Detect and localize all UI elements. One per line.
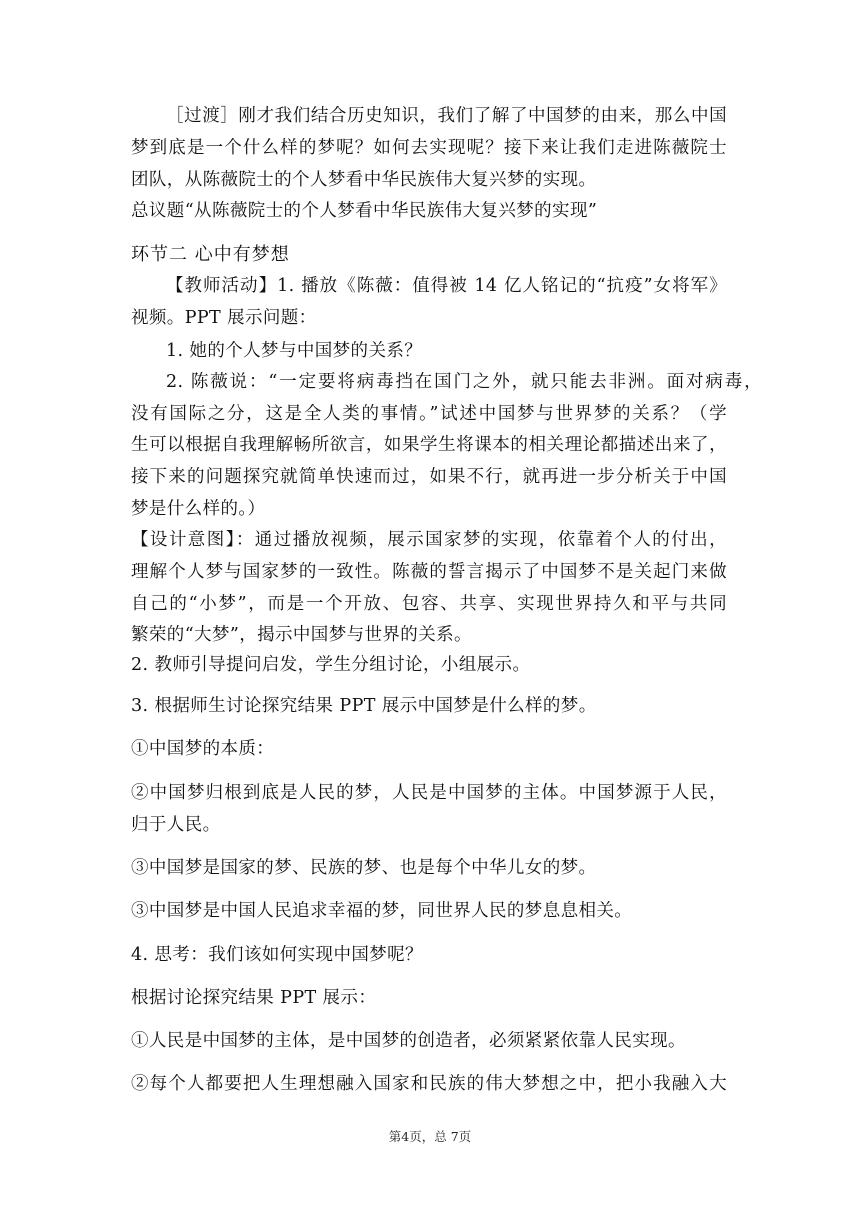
topic-line: 总议题“从陈薇院士的个人梦看中华民族伟大复兴梦的实现” xyxy=(131,201,598,221)
section-heading: 环节二 心中有梦想 xyxy=(131,244,290,265)
question-1: 1. 她的个人梦与中国梦的关系？ xyxy=(166,341,423,361)
teacher-activity-line-1: 【教师活动】1. 播放《陈薇：值得被 14 亿人铭记的“抗疫”女将军》 xyxy=(166,276,727,296)
design-intent-line-4: 繁荣的“大梦”，揭示中国梦与世界的关系。 xyxy=(131,625,472,645)
result-intro: 根据讨论探究结果 PPT 展示： xyxy=(131,988,377,1008)
question-2-line-2: 没有国际之分，这是全人类的事情。”试述中国梦与世界梦的关系？（学 xyxy=(131,404,727,424)
transition-line-2: 梦到底是一个什么样的梦呢？如何去实现呢？接下来让我们走进陈薇院士 xyxy=(131,138,727,158)
question-2-line-5: 梦是什么样的。） xyxy=(131,499,266,519)
page-footer: 第4页，总 7页 xyxy=(388,1129,472,1144)
design-intent-line-3: 自己的“小梦”，而是一个开放、包容、共享、实现世界持久和平与共同 xyxy=(131,594,727,614)
question-2-line-3: 生可以根据自我理解畅所欲言，如果学生将课本的相关理论都描述出来了， xyxy=(131,435,727,455)
step-2: 2. 教师引导提问启发，学生分组讨论，小组展示。 xyxy=(131,655,531,675)
design-intent-line-1: 【设计意图】：通过播放视频，展示国家梦的实现，依靠着个人的付出， xyxy=(131,530,727,550)
transition-line-3: 团队，从陈薇院士的个人梦看中华民族伟大复兴梦的实现。 xyxy=(131,170,597,190)
transition-line-1: ［过渡］刚才我们结合历史知识，我们了解了中国梦的由来，那么中国 xyxy=(166,106,727,126)
item-a: ①中国梦的本质： xyxy=(131,739,275,759)
answer-1: ①人民是中国梦的主体，是中国梦的创造者，必须紧紧依靠人民实现。 xyxy=(131,1031,686,1051)
question-2-line-4: 接下来的问题探究就简单快速而过，如果不行，就再进一步分析关于中国 xyxy=(131,467,727,487)
design-intent-line-2: 理解个人梦与国家梦的一致性。陈薇的誓言揭示了中国梦不是关起门来做 xyxy=(131,562,727,582)
teacher-activity-line-2: 视频。PPT 展示问题： xyxy=(131,308,317,328)
item-d: ③中国梦是中国人民追求幸福的梦，同世界人民的梦息息相关。 xyxy=(131,901,633,921)
answer-2: ②每个人都要把人生理想融入国家和民族的伟大梦想之中，把小我融入大 xyxy=(131,1074,727,1094)
step-3: 3. 根据师生讨论探究结果 PPT 展示中国梦是什么样的梦。 xyxy=(131,696,597,716)
question-2-line-1: 2. 陈薇说：“一定要将病毒挡在国门之外，就只能去非洲。面对病毒， xyxy=(166,372,762,392)
step-4: 4. 思考：我们该如何实现中国梦呢？ xyxy=(131,945,423,965)
item-b-line-2: 归于人民。 xyxy=(131,815,221,835)
item-b-line-1: ②中国梦归根到底是人民的梦，人民是中国梦的主体。中国梦源于人民， xyxy=(131,783,727,803)
item-c: ③中国梦是国家的梦、民族的梦、也是每个中华儿女的梦。 xyxy=(131,858,597,878)
